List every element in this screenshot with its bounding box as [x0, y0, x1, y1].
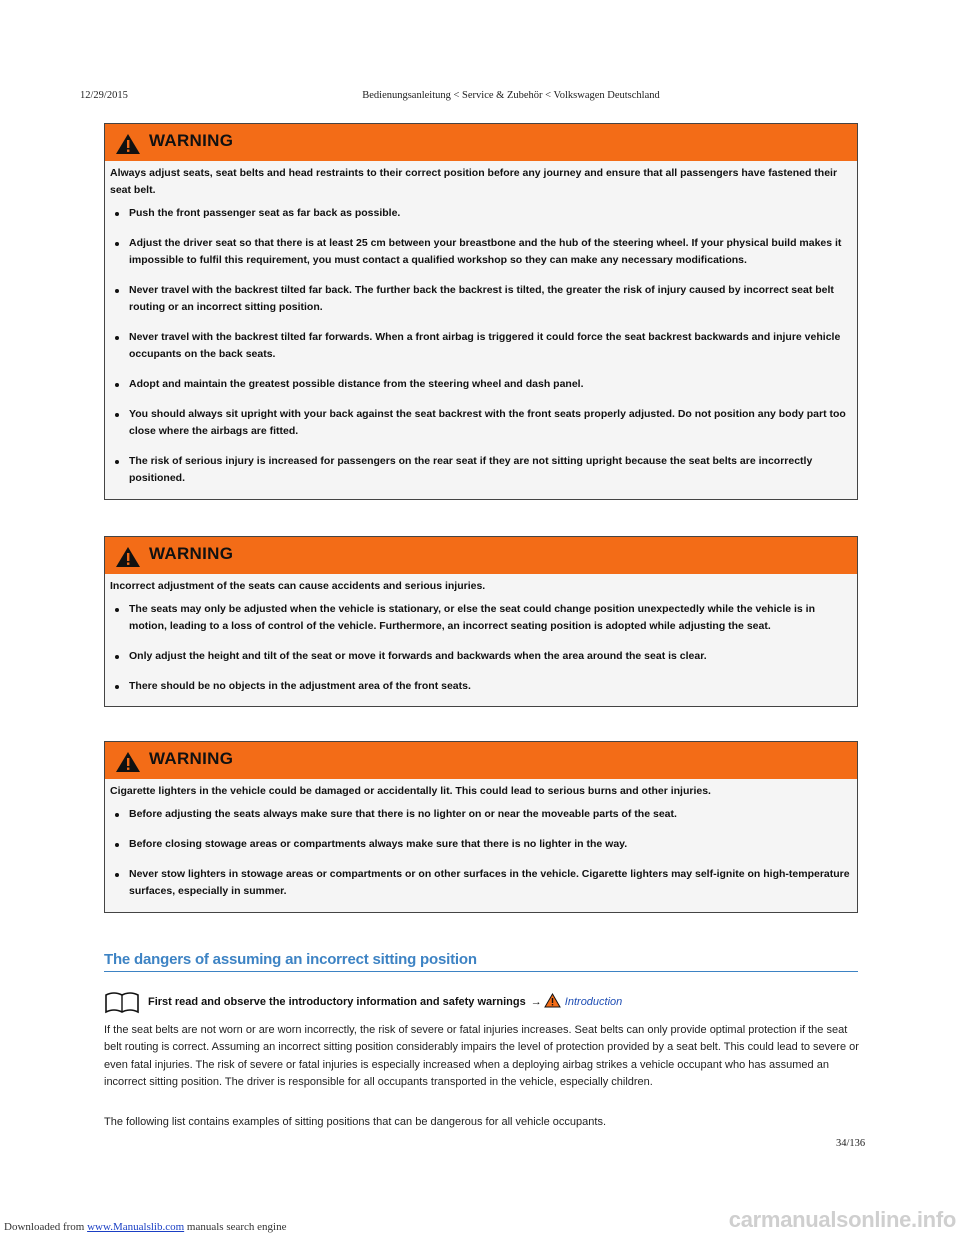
warning-bar: [105, 742, 857, 779]
list-item: Never travel with the backrest tilted far forwards. When a front airbag is triggered it could force the seat backrest backwards and injure vehicle occupants on the back seats.: [129, 329, 851, 363]
warning-triangle-icon: [115, 751, 141, 773]
list-item: There should be no objects in the adjustment area of the front seats.: [129, 678, 851, 695]
warning-box-3: [104, 741, 858, 913]
list-item: Before closing stowage areas or compartments always make sure that there is no lighter in the way.: [129, 836, 851, 853]
warning-list: [105, 601, 857, 695]
print-date: 12/29/2015: [80, 90, 128, 101]
arrow-glyph: →: [530, 996, 542, 1008]
warning-intro: Cigarette lighters in the vehicle could be damaged or accidentally lit. This could lead to serious burns and other injuries.: [110, 785, 711, 797]
download-footer: [4, 1221, 286, 1233]
footer-suffix: manuals search engine: [186, 1221, 287, 1233]
list-item: Before adjusting the seats always make sure that there is no lighter on or near the moveable parts of the seat.: [129, 806, 851, 823]
introduction-link[interactable]: Introduction: [564, 996, 623, 1008]
list-item: Never travel with the backrest tilted far back. The further back the backrest is tilted, the greater the risk of injury caused by incorrect seat belt routing or an incorrect sitting position.: [129, 282, 851, 316]
list-item: Never stow lighters in stowage areas or compartments or on other surfaces in the vehicle. Cigarette lighters may self-ignite on high-temperature surfaces, especially in summer.: [129, 866, 851, 900]
warning-label: WARNING: [149, 131, 234, 150]
list-item: Adjust the driver seat so that there is at least 25 cm between your breastbone and the hub of the steering wheel. If your physical build makes it impossible to fulfil this requirement, you must contact a qualified workshop so they can make any necessary modifications.: [129, 235, 851, 269]
warning-label: WARNING: [149, 749, 234, 768]
list-item: The risk of serious injury is increased for passengers on the rear seat if they are not sitting upright because the seat belts are incorrectly positioned.: [129, 453, 851, 487]
list-item: The seats may only be adjusted when the vehicle is stationary, or else the seat could change position unexpectedly while the vehicle is in motion, leading to a loss of control of the vehicle. Furthermore, an incorrect seating position is adopted while adjusting the seat.: [129, 601, 851, 635]
section-heading: The dangers of assuming an incorrect sitting position: [104, 951, 858, 972]
first-read-note: [104, 988, 864, 1016]
manualslib-link[interactable]: www.Manualslib.com: [87, 1221, 185, 1233]
list-item: You should always sit upright with your back against the seat backrest with the front seats properly adjusted. Do not position any body part too close where the airbags are fitted.: [129, 406, 851, 440]
warning-label: WARNING: [149, 544, 234, 563]
warning-bar: [105, 124, 857, 161]
warning-intro: Always adjust seats, seat belts and head restraints to their correct position before any journey and ensure that all passengers have fastened their seat belt.: [110, 167, 838, 196]
list-item: Only adjust the height and tilt of the seat or move it forwards and backwards when the area around the seat is clear.: [129, 648, 851, 665]
warning-intro: Incorrect adjustment of the seats can cause accidents and serious injuries.: [110, 580, 486, 592]
body-paragraph: The following list contains examples of sitting positions that can be dangerous for all vehicle occupants.: [104, 1116, 607, 1128]
page-title: Bedienungsanleitung < Service & Zubehör < Volkswagen Deutschland: [362, 90, 660, 101]
warning-triangle-icon: [115, 133, 141, 155]
body-paragraph: If the seat belts are not worn or are worn incorrectly, the risk of severe or fatal injuries increases. Seat belts can only provide optimal protection if the seat belt routing is correct. Assuming an incorrect sitting position considerably impairs the level of protection provided by a seat belt. This could lead to severe or even fatal injuries. The risk of severe or fatal injuries is especially increased when a deploying airbag strikes a vehicle occupant who has assumed an incorrect sitting position. The driver is responsible for all occupants transported in the vehicle, especially children.: [104, 1024, 859, 1088]
warning-box-2: [104, 536, 858, 707]
page-number: 34/136: [836, 1138, 866, 1149]
open-book-icon: [104, 990, 140, 1014]
list-item: Adopt and maintain the greatest possible distance from the steering wheel and dash panel.: [129, 376, 851, 393]
warning-triangle-icon: [115, 546, 141, 568]
warning-triangle-icon: [544, 993, 561, 1008]
warning-box-1: [104, 123, 858, 500]
page-header: [0, 90, 960, 104]
first-read-text: First read and observe the introductory information and safety warnings: [148, 996, 526, 1008]
warning-bar: [105, 537, 857, 574]
warning-list: [105, 205, 857, 487]
watermark: carmanualsonline.info: [728, 1207, 956, 1232]
footer-prefix: Downloaded from: [4, 1221, 85, 1233]
warning-list: [105, 806, 857, 900]
list-item: Push the front passenger seat as far back as possible.: [129, 205, 851, 222]
